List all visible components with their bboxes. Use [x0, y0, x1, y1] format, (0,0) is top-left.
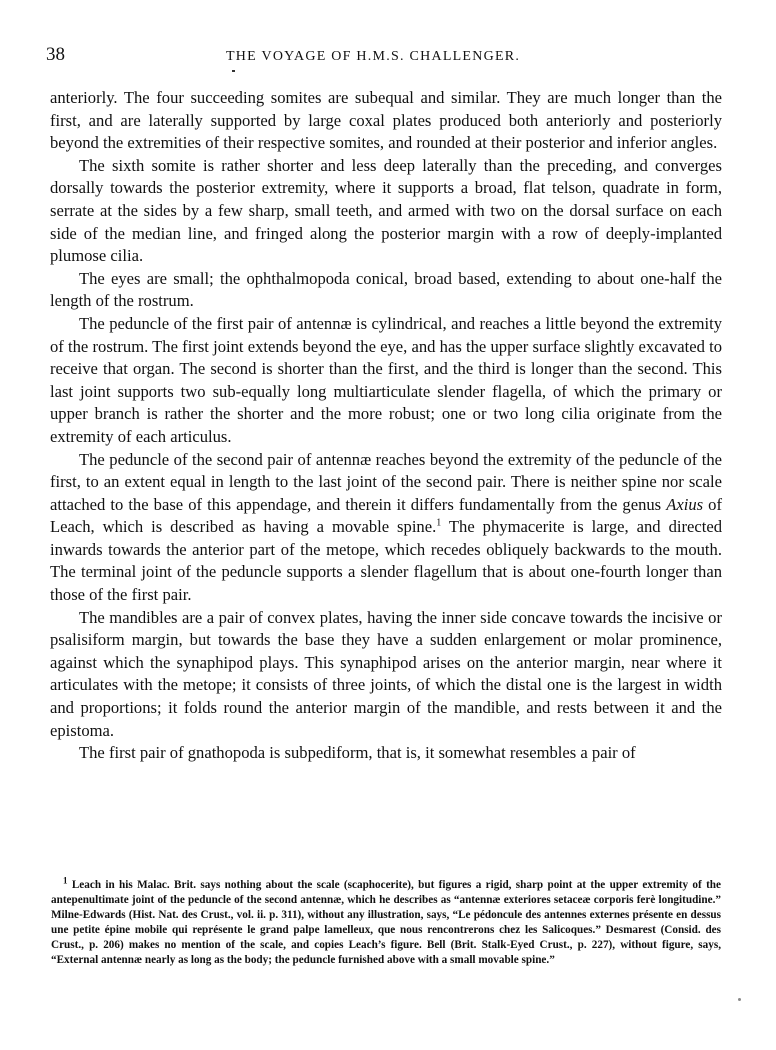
- body-text: [50, 87, 722, 765]
- body-paragraph-1: anteriorly. The four succeeding somites are subequal and similar. They are much longer than the first, and are laterally supported by large coxal plates produced both anteriorly and posteriorly beyond the extremities of their respective somites, and rounded at their posterior and inferior angles.: [50, 88, 722, 153]
- footnote-marker: 1: [63, 875, 68, 886]
- body-paragraph-2: The sixth somite is rather shorter and less deep laterally than the preceding, and converges dorsally towards the posterior extremity, where it supports a broad, flat telson, quadrate in form, serrate at the sides by a few sharp, small teeth, and armed with two on the dorsal surface on each side of the median line, and fringed along the posterior margin with a row of deeply-implanted plumose cilia.: [50, 155, 722, 266]
- footnotes-section: [51, 875, 721, 969]
- body-paragraph-5: [50, 449, 722, 607]
- page-number: 38: [46, 44, 65, 65]
- genus-name-axius: Axius: [666, 494, 704, 514]
- body-paragraph-6: The mandibles are a pair of convex plates, having the inner side concave towards the incisive or psalisiform margin, but towards the base they have a sudden enlargement or molar prominence, against which the synaphipod plays. This synaphipod arises on the anterior margin, near where it articulates with the metope; it consists of three joints, of which the distal one is the largest in width and proportions; it folds round the anterior margin of the mandible, and rests between it and the epistoma.: [50, 607, 722, 740]
- body-paragraph-7: The first pair of gnathopoda is subpediform, that is, it somewhat resembles a pair of: [79, 743, 636, 763]
- paragraph-5-text-middle: of Leach, which is described as having a movable spine.: [50, 494, 722, 537]
- body-paragraph-3: The eyes are small; the ophthalmopoda conical, broad based, extending to about one-half the length of the rostrum.: [50, 268, 722, 311]
- running-title: THE VOYAGE OF H.M.S. CHALLENGER.: [226, 49, 521, 64]
- paragraph-5-text-start: The peduncle of the second pair of antennæ reaches beyond the extremity of the peduncle of the first, to an extent equal in length to the last joint of the second pair. There is neither spine nor scale attached to the base of this appendage, and therein it differs fundamentally from the genus: [50, 449, 722, 514]
- body-paragraph-4: The peduncle of the first pair of antennæ is cylindrical, and reaches a little beyond the extremity of the rostrum. The first joint extends beyond the eye, and has the upper surface slightly excavated to receive that organ. The second is shorter than the first, and the third is longer than the second. This last joint supports two sub-equally long multiarticulate slender flagella, of which the primary or upper branch is rather the shorter and the more robust; one or two long cilia originate from the extremity of each articulus.: [50, 313, 722, 446]
- scan-speck: [738, 998, 741, 1001]
- paragraph-5-text-end: The phymacerite is large, and directed inwards towards the anterior part of the metope, which recedes obliquely backwards to the mouth. The terminal joint of the peduncle supports a slender flagellum that is about one-fourth longer than those of the first pair.: [50, 517, 722, 605]
- footnote-text: Leach in his Malac. Brit. says nothing about the scale (scaphocerite), but figures a rigid, sharp point at the upper extremity of the antepenultimate joint of the peduncle of the second antennæ, which he describes as “antennæ exteriores setaceæ corporis ferè longitudine.” Milne-Edwards (Hist. Nat. des Crust., vol. ii. p. 311), without any illustration, says, “Le pédoncule des antennes externes présente en dessus une petite épine mobile qui représente le grand palpe lamelleux, que nous rencontrerons chez les Salicoques.” Desmarest (Consid. des Crust., p. 206) makes no mention of the scale, and copies Leach’s figure. Bell (Brit. Stalk-Eyed Crust., p. 227), without figure, says, “External antennæ nearly as long as the body; the peduncle furnished above with a small movable spine.”: [51, 879, 721, 967]
- footnote-reference[interactable]: 1: [436, 517, 442, 529]
- footnote-1: [51, 875, 721, 969]
- header-ornament-dot: [232, 70, 235, 72]
- page-header: [46, 43, 736, 73]
